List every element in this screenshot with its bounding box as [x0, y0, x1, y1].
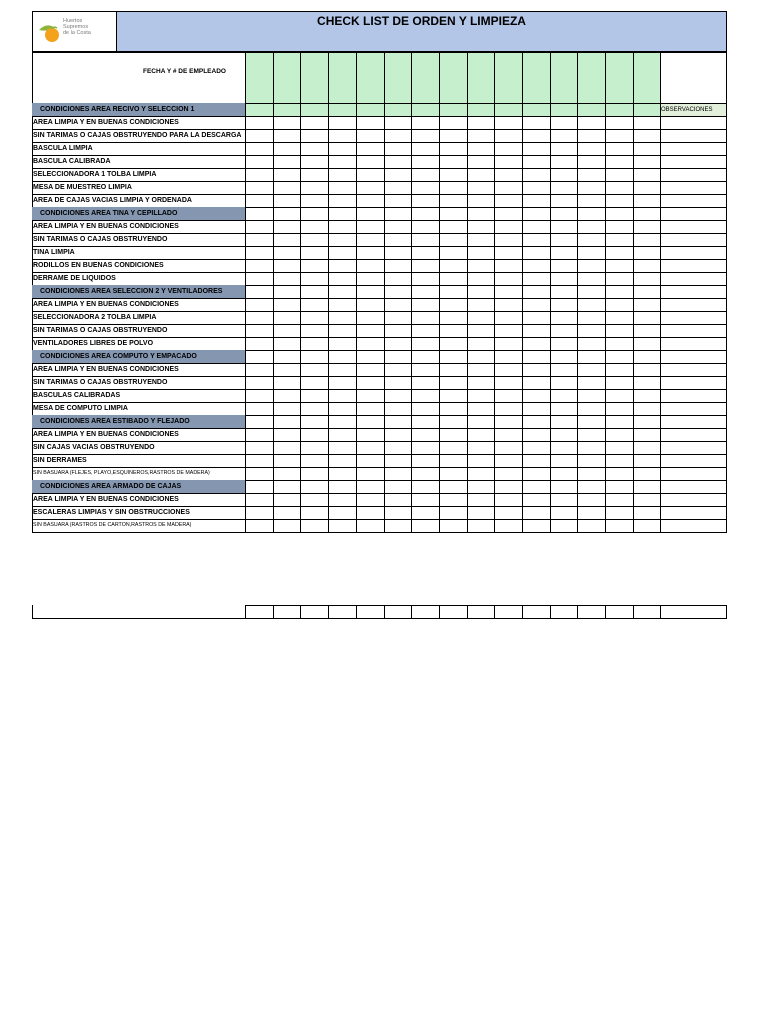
grid-line — [273, 605, 274, 619]
checklist-item-label: MESA DE COMPUTO LIMPIA — [33, 405, 128, 412]
section-header: CONDICIONES AREA RECIVO Y SELECCION 1 — [32, 103, 245, 116]
grid-line — [245, 605, 727, 606]
grid-line — [245, 605, 246, 619]
grid-line — [356, 52, 357, 533]
checklist-item-label: BASCULAS CALIBRADAS — [33, 392, 121, 399]
title-bar — [116, 11, 727, 52]
checklist-item-label: SIN TARIMAS O CAJAS OBSTRUYENDO — [33, 379, 168, 386]
orange-leaf-icon — [37, 20, 63, 44]
grid-line — [300, 605, 301, 619]
fecha-empleado-label: FECHA Y # DE EMPLEADO — [143, 68, 226, 75]
checklist-item-label: TINA LIMPIA — [33, 249, 75, 256]
grid-line — [726, 605, 727, 619]
checklist-item-label: SIN TARIMAS O CAJAS OBSTRUYENDO PARA LA DESCARGA — [33, 132, 242, 139]
logo-line-2: Supremos — [63, 24, 89, 30]
grid-line — [726, 52, 727, 533]
section-header: CONDICIONES AREA SELECCION 2 Y VENTILADORES — [32, 285, 245, 298]
checklist-item-label: BASCULA LIMPIA — [33, 145, 93, 152]
company-logo — [32, 11, 117, 52]
grid-line — [660, 605, 661, 619]
grid-line — [660, 52, 661, 533]
grid-line — [550, 605, 551, 619]
grid-line — [384, 52, 385, 533]
page-title: CHECK LIST DE ORDEN Y LIMPIEZA — [317, 14, 526, 28]
grid-line — [245, 103, 727, 104]
grid-line — [32, 618, 727, 619]
checklist-item-label: SIN BASUARA (FLEJES, PLAYO,ESQUINEROS,RASTROS DE MADERA) — [33, 470, 210, 476]
grid-line — [356, 605, 357, 619]
logo-line-1: Huertos — [63, 18, 83, 24]
checklist-item-label: BASCULA CALIBRADA — [33, 158, 111, 165]
grid-line — [467, 605, 468, 619]
checklist-item-label: DERRAME DE LIQUIDOS — [33, 275, 116, 282]
date-columns-header — [245, 52, 660, 116]
grid-line — [494, 52, 495, 533]
grid-line — [467, 52, 468, 533]
observaciones-label: OBSERVACIONES — [661, 107, 713, 113]
grid-line — [32, 605, 33, 619]
grid-line — [577, 52, 578, 533]
grid-line — [411, 605, 412, 619]
checklist-item-label: SIN CAJAS VACIAS OBSTRUYENDO — [33, 444, 155, 451]
grid-line — [32, 52, 727, 53]
section-header: CONDICIONES AREA ARMADO DE CAJAS — [32, 480, 245, 493]
checklist-item-label: AREA LIMPIA Y EN BUENAS CONDICIONES — [33, 301, 179, 308]
grid-line — [32, 532, 727, 533]
checklist-item-label: AREA LIMPIA Y EN BUENAS CONDICIONES — [33, 366, 179, 373]
checklist-item-label: VENTILADORES LIBRES DE POLVO — [33, 340, 154, 347]
checklist-item-label: ESCALERAS LIMPIAS Y SIN OBSTRUCCIONES — [33, 509, 190, 516]
grid-line — [273, 52, 274, 533]
checklist-item-label: AREA LIMPIA Y EN BUENAS CONDICIONES — [33, 496, 179, 503]
section-header: CONDICIONES AREA ESTIBADO Y FLEJADO — [32, 415, 245, 428]
grid-line — [439, 52, 440, 533]
section-header: CONDICIONES AREA TINA Y CEPILLADO — [32, 207, 245, 220]
checklist-item-label: SELECCIONADORA 1 TOLBA LIMPIA — [33, 171, 157, 178]
checklist-item-label: MESA DE MUESTREO LIMPIA — [33, 184, 132, 191]
grid-line — [522, 52, 523, 533]
grid-line — [328, 605, 329, 619]
grid-line — [439, 605, 440, 619]
checklist-item-label: AREA LIMPIA Y EN BUENAS CONDICIONES — [33, 223, 179, 230]
checklist-item-label: RODILLOS EN BUENAS CONDICIONES — [33, 262, 164, 269]
logo-line-3: de la Costa — [63, 30, 91, 36]
section-header: CONDICIONES AREA COMPUTO Y EMPACADO — [32, 350, 245, 363]
grid-line — [328, 52, 329, 533]
checklist-item-label: AREA DE CAJAS VACIAS LIMPIA Y ORDENADA — [33, 197, 192, 204]
grid-line — [550, 52, 551, 533]
grid-line — [245, 52, 246, 533]
grid-line — [300, 52, 301, 533]
checklist-item-label: SELECCIONADORA 2 TOLBA LIMPIA — [33, 314, 157, 321]
grid-line — [522, 605, 523, 619]
grid-line — [384, 605, 385, 619]
checklist-item-label: SIN DERRAMES — [33, 457, 87, 464]
grid-line — [494, 605, 495, 619]
grid-line — [633, 52, 634, 533]
checklist-item-label: SIN TARIMAS O CAJAS OBSTRUYENDO — [33, 236, 168, 243]
grid-line — [605, 52, 606, 533]
checklist-item-label: SIN TARIMAS O CAJAS OBSTRUYENDO — [33, 327, 168, 334]
checklist-item-label: AREA LIMPIA Y EN BUENAS CONDICIONES — [33, 119, 179, 126]
grid-line — [605, 605, 606, 619]
checklist-item-label: AREA LIMPIA Y EN BUENAS CONDICIONES — [33, 431, 179, 438]
grid-line — [411, 52, 412, 533]
grid-line — [633, 605, 634, 619]
checklist-item-label: SIN BASUARA (RASTROS DE CARTON,RASTROS DE MADERA) — [33, 522, 192, 528]
grid-line — [577, 605, 578, 619]
